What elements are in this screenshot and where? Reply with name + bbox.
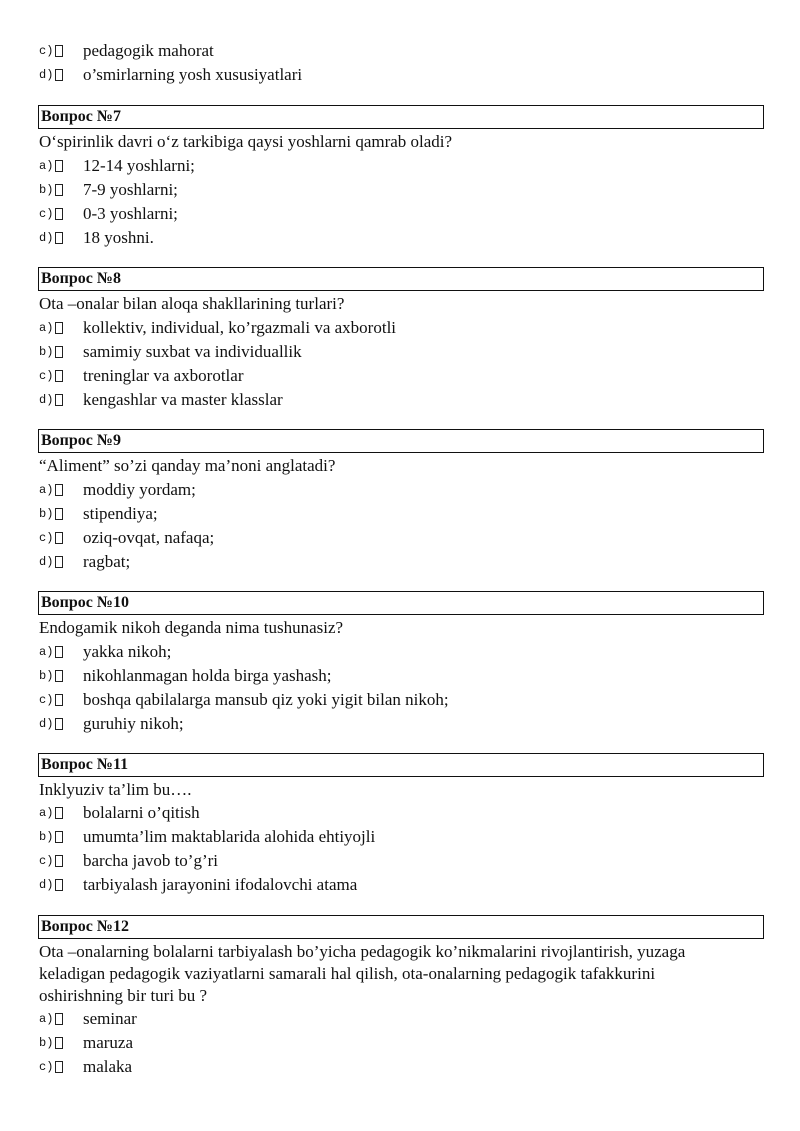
answer-option [39,40,214,62]
answer-text: kengashlar va master klasslar [83,390,283,409]
answer-letter: a) [39,645,54,659]
question-text-line: Ota –onalarning bolalarni tarbiyalash bo’yicha pedagogik ko’nikmalarini rivojlantirish, yuzaga [39,942,686,961]
answer-text: boshqa qabilalarga mansub qiz yoki yigit bilan nikoh; [83,690,449,709]
answer-text: malaka [83,1057,133,1076]
answer-option [39,341,302,363]
answer-option [39,179,178,201]
answer-letter: d) [39,555,54,569]
answer-text: nikohlanmagan holda birga yashash; [83,666,332,685]
question-text: Inklyuziv ta’lim bu…. [39,780,192,799]
answer-letter: b) [39,507,54,521]
question-header: Вопрос №8 [38,267,764,291]
checkbox-icon[interactable] [55,831,63,843]
checkbox-icon[interactable] [55,322,63,334]
checkbox-icon[interactable] [55,484,63,496]
answer-option [39,551,131,573]
answer-option [39,1032,134,1054]
answer-text: ragbat; [83,552,131,571]
checkbox-icon[interactable] [55,394,63,406]
answer-option [39,826,376,848]
checkbox-icon[interactable] [55,556,63,568]
answer-option [39,503,158,525]
question-text: Endogamik nikoh deganda nima tushunasiz? [39,618,344,637]
answer-option [39,874,358,896]
answer-option [39,713,184,735]
answer-text: oziq-ovqat, nafaqa; [83,528,215,547]
checkbox-icon[interactable] [55,69,63,81]
checkbox-icon[interactable] [55,45,63,57]
answer-letter: a) [39,321,54,335]
answer-letter: c) [39,44,54,58]
checkbox-icon[interactable] [55,160,63,172]
answer-option [39,479,196,501]
checkbox-icon[interactable] [55,208,63,220]
answer-option [39,802,200,824]
checkbox-icon[interactable] [55,694,63,706]
answer-letter: c) [39,369,54,383]
checkbox-icon[interactable] [55,232,63,244]
answer-text: moddiy yordam; [83,480,196,499]
checkbox-icon[interactable] [55,1013,63,1025]
question-header: Вопрос №9 [38,429,764,453]
answer-text: stipendiya; [83,504,158,523]
answer-text: yakka nikoh; [83,642,172,661]
checkbox-icon[interactable] [55,532,63,544]
answer-text: 12-14 yoshlarni; [83,156,195,175]
answer-text: seminar [83,1009,137,1028]
question-text-line: oshirishning bir turi bu ? [39,986,208,1005]
answer-text: 18 yoshni. [83,228,154,247]
answer-letter: a) [39,159,54,173]
answer-option [39,850,218,872]
answer-letter: d) [39,878,54,892]
answer-letter: d) [39,393,54,407]
answer-letter: c) [39,693,54,707]
answer-text: kollektiv, individual, ko’rgazmali va axborotli [83,318,397,337]
answer-option [39,227,154,249]
answer-letter: b) [39,345,54,359]
question-text: “Aliment” so’zi qanday ma’noni anglatadi? [39,456,336,475]
checkbox-icon[interactable] [55,855,63,867]
question-text: O‘spirinlik davri o‘z tarkibiga qaysi yoshlarni qamrab oladi? [39,132,453,151]
answer-letter: c) [39,207,54,221]
answer-option [39,665,332,687]
checkbox-icon[interactable] [55,184,63,196]
answer-option [39,1056,133,1078]
answer-text: treninglar va axborotlar [83,366,244,385]
answer-text: 0-3 yoshlarni; [83,204,178,223]
answer-letter: c) [39,1060,54,1074]
answer-text: bolalarni o’qitish [83,803,200,822]
checkbox-icon[interactable] [55,670,63,682]
answer-text: tarbiyalash jarayonini ifodalovchi atama [83,875,358,894]
answer-option [39,155,195,177]
question-text-line: keladigan pedagogik vaziyatlarni samarali hal qilish, ota-onalarning pedagogik tafakkurini [39,964,656,983]
answer-option [39,389,283,411]
answer-option [39,64,303,86]
answer-letter: d) [39,231,54,245]
answer-letter: a) [39,806,54,820]
answer-text: 7-9 yoshlarni; [83,180,178,199]
answer-letter: c) [39,854,54,868]
answer-text: umumta’lim maktablarida alohida ehtiyojli [83,827,376,846]
answer-text: maruza [83,1033,134,1052]
answer-text: barcha javob to’g’ri [83,851,218,870]
checkbox-icon[interactable] [55,807,63,819]
checkbox-icon[interactable] [55,346,63,358]
answer-letter: a) [39,1012,54,1026]
checkbox-icon[interactable] [55,1037,63,1049]
checkbox-icon[interactable] [55,879,63,891]
answer-text: samimiy suxbat va individuallik [83,342,302,361]
answer-text: pedagogik mahorat [83,41,214,60]
question-header: Вопрос №7 [38,105,764,129]
answer-option [39,641,172,663]
checkbox-icon[interactable] [55,1061,63,1073]
checkbox-icon[interactable] [55,646,63,658]
answer-letter: b) [39,669,54,683]
question-header: Вопрос №11 [38,753,764,777]
answer-text: o’smirlarning yosh xususiyatlari [83,65,303,84]
answer-text: guruhiy nikoh; [83,714,184,733]
answer-option [39,203,178,225]
checkbox-icon[interactable] [55,718,63,730]
answer-letter: a) [39,483,54,497]
answer-option [39,365,244,387]
question-header: Вопрос №12 [38,915,764,939]
answer-letter: b) [39,1036,54,1050]
answer-letter: d) [39,68,54,82]
answer-letter: c) [39,531,54,545]
checkbox-icon[interactable] [55,370,63,382]
checkbox-icon[interactable] [55,508,63,520]
answer-option [39,527,215,549]
answer-option [39,317,397,339]
answer-option [39,689,449,711]
question-header: Вопрос №10 [38,591,764,615]
answer-letter: b) [39,183,54,197]
answer-option [39,1008,137,1030]
question-text: Ota –onalar bilan aloqa shakllarining turlari? [39,294,345,313]
answer-letter: d) [39,717,54,731]
answer-letter: b) [39,830,54,844]
